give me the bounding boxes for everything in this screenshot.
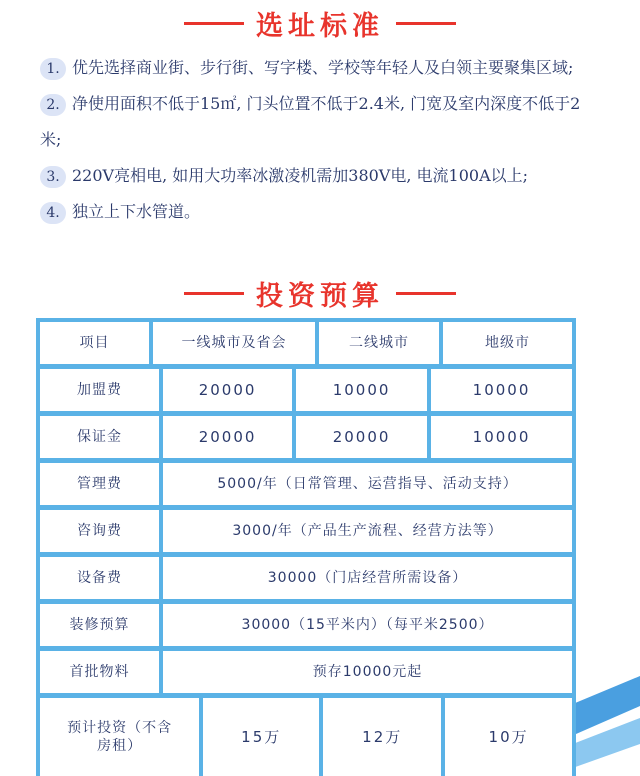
tier3-value: 10000 — [431, 369, 572, 411]
tier1-total: 15万 — [203, 698, 319, 776]
site-selection-heading — [0, 6, 640, 40]
requirement-text: 净使用面积不低于15㎡, 门头位置不低于2.4米, 门宽及室内深度不低于2米; — [40, 94, 581, 149]
header-tier2: 二线城市 — [319, 322, 439, 364]
requirement-item — [40, 86, 600, 158]
merged-value: 30000（门店经营所需设备） — [163, 557, 572, 599]
requirement-item — [40, 158, 600, 194]
heading-rule-left — [184, 292, 244, 295]
heading-rule-left — [184, 22, 244, 25]
item-number-badge: 2. — [40, 94, 66, 116]
table-total-row — [40, 698, 572, 776]
heading-rule-right — [396, 22, 456, 25]
header-tier3: 地级市 — [443, 322, 572, 364]
merged-value: 30000（15平米内）（每平米2500） — [163, 604, 572, 646]
row-label: 管理费 — [40, 463, 159, 505]
row-label: 保证金 — [40, 416, 159, 458]
heading-rule-right — [396, 292, 456, 295]
table-row — [40, 463, 572, 505]
table-row — [40, 510, 572, 552]
header-item: 项目 — [40, 322, 149, 364]
item-number-badge: 4. — [40, 202, 66, 224]
item-number-badge: 3. — [40, 166, 66, 188]
tier1-value: 20000 — [163, 369, 292, 411]
merged-value: 3000/年（产品生产流程、经营方法等） — [163, 510, 572, 552]
tier1-value: 20000 — [163, 416, 292, 458]
investment-heading — [0, 276, 640, 310]
tier3-value: 10000 — [431, 416, 572, 458]
table-row — [40, 604, 572, 646]
row-label: 咨询费 — [40, 510, 159, 552]
row-label: 加盟费 — [40, 369, 159, 411]
site-selection-title: 选址标准 — [256, 10, 384, 42]
table-row — [40, 557, 572, 599]
row-label: 首批物料 — [40, 651, 159, 693]
investment-table — [36, 318, 576, 776]
tier3-total: 10万 — [445, 698, 572, 776]
total-label: 预计投资（不含房租） — [40, 698, 199, 776]
row-label: 设备费 — [40, 557, 159, 599]
merged-value: 5000/年（日常管理、运营指导、活动支持） — [163, 463, 572, 505]
requirement-text: 优先选择商业街、步行街、写字楼、学校等年轻人及白领主要聚集区域; — [72, 58, 574, 77]
investment-title: 投资预算 — [256, 280, 384, 312]
item-number-badge: 1. — [40, 58, 66, 80]
requirements-list — [40, 50, 600, 230]
table-row — [40, 651, 572, 693]
requirement-text: 独立上下水管道。 — [72, 202, 201, 221]
table-row — [40, 369, 572, 411]
requirement-text: 220V亮相电, 如用大功率冰激凌机需加380V电, 电流100A以上; — [72, 166, 529, 185]
row-label: 装修预算 — [40, 604, 159, 646]
table-header-row — [40, 322, 572, 364]
table-row — [40, 416, 572, 458]
requirement-item — [40, 50, 600, 86]
tier2-total: 12万 — [323, 698, 441, 776]
requirement-item — [40, 194, 600, 230]
merged-value: 预存10000元起 — [163, 651, 572, 693]
tier2-value: 10000 — [296, 369, 427, 411]
tier2-value: 20000 — [296, 416, 427, 458]
header-tier1: 一线城市及省会 — [153, 322, 315, 364]
